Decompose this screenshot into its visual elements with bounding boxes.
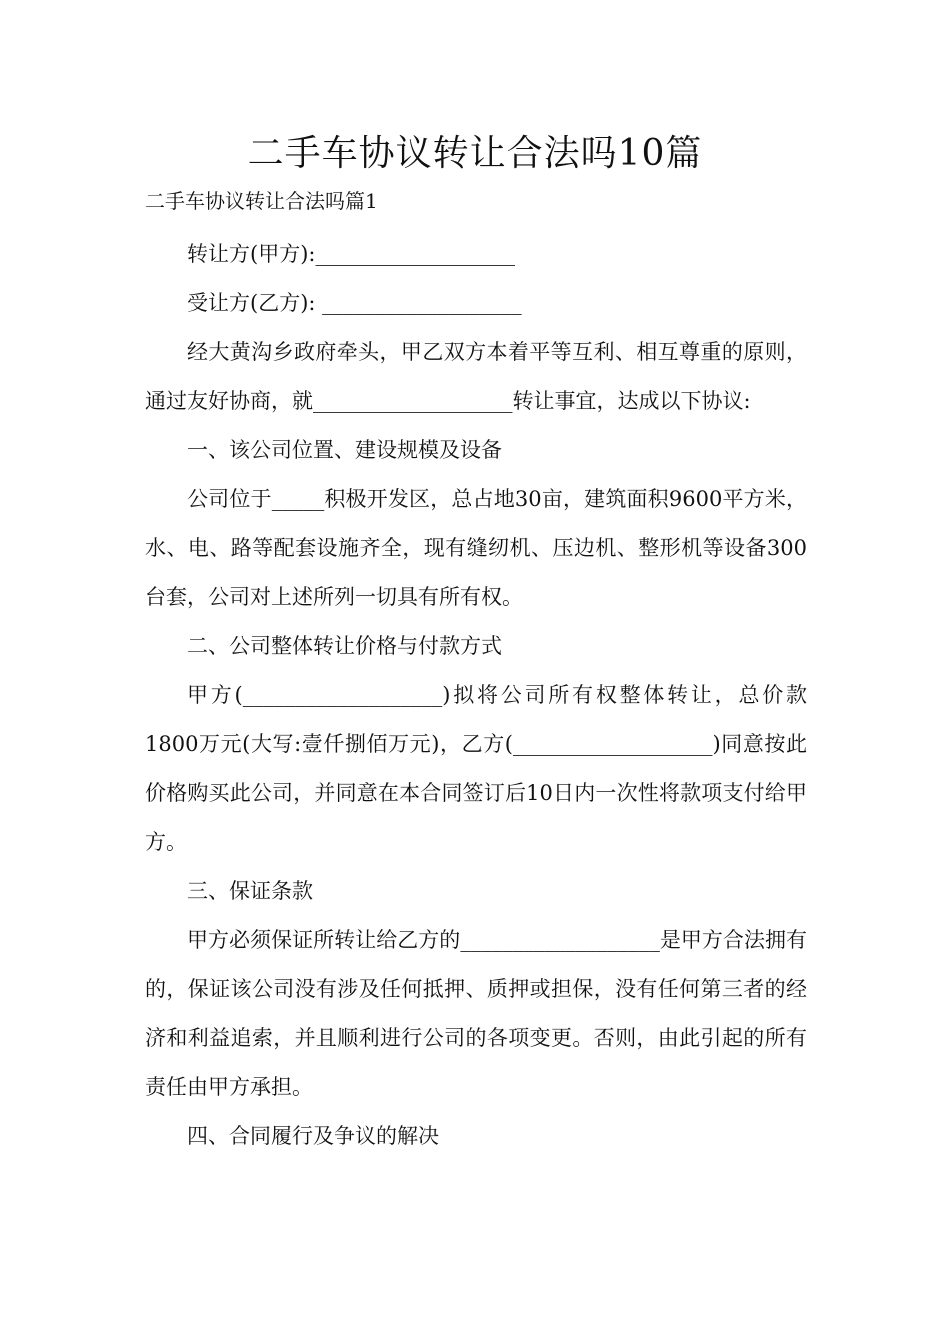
- transferor-line: 转让方(甲方):___________________: [187, 242, 515, 266]
- section-title: 二手车协议转让合法吗篇1: [145, 189, 378, 213]
- document-body: [145, 230, 807, 1161]
- clause-heading-2: 二、公司整体转让价格与付款方式: [187, 634, 502, 658]
- transferee-line: 受让方(乙方): ___________________: [187, 291, 522, 315]
- clause-paragraph-2: 甲方(___________________)拟将公司所有权整体转让，总价款1800万元(大写:壹仟捌佰万元)，乙方(___________________)同意按此价格购买此公司，并同意在本合同签订后10日内一次性将款项支付给甲方。: [145, 683, 807, 854]
- clause-paragraph-1: 公司位于_____积极开发区，总占地30亩，建筑面积9600平方米，水、电、路等配套设施齐全，现有缝纫机、压边机、整形机等设备300台套，公司对上述所列一切具有所有权。: [145, 487, 807, 609]
- intro-paragraph: 经大黄沟乡政府牵头，甲乙双方本着平等互利、相互尊重的原则，通过友好协商，就___________________转让事宜，达成以下协议:: [145, 340, 807, 413]
- clause-paragraph-3: 甲方必须保证所转让给乙方的___________________是甲方合法拥有的，保证该公司没有涉及任何抵押、质押或担保，没有任何第三者的经济和利益追索，并且顺利进行公司的各项变更。否则，由此引起的所有责任由甲方承担。: [145, 928, 807, 1099]
- clause-heading-1: 一、该公司位置、建设规模及设备: [187, 438, 502, 462]
- clause-heading-3: 三、保证条款: [187, 879, 313, 903]
- clause-heading-4: 四、合同履行及争议的解决: [187, 1124, 439, 1148]
- document-title: 二手车协议转让合法吗10篇: [247, 133, 703, 174]
